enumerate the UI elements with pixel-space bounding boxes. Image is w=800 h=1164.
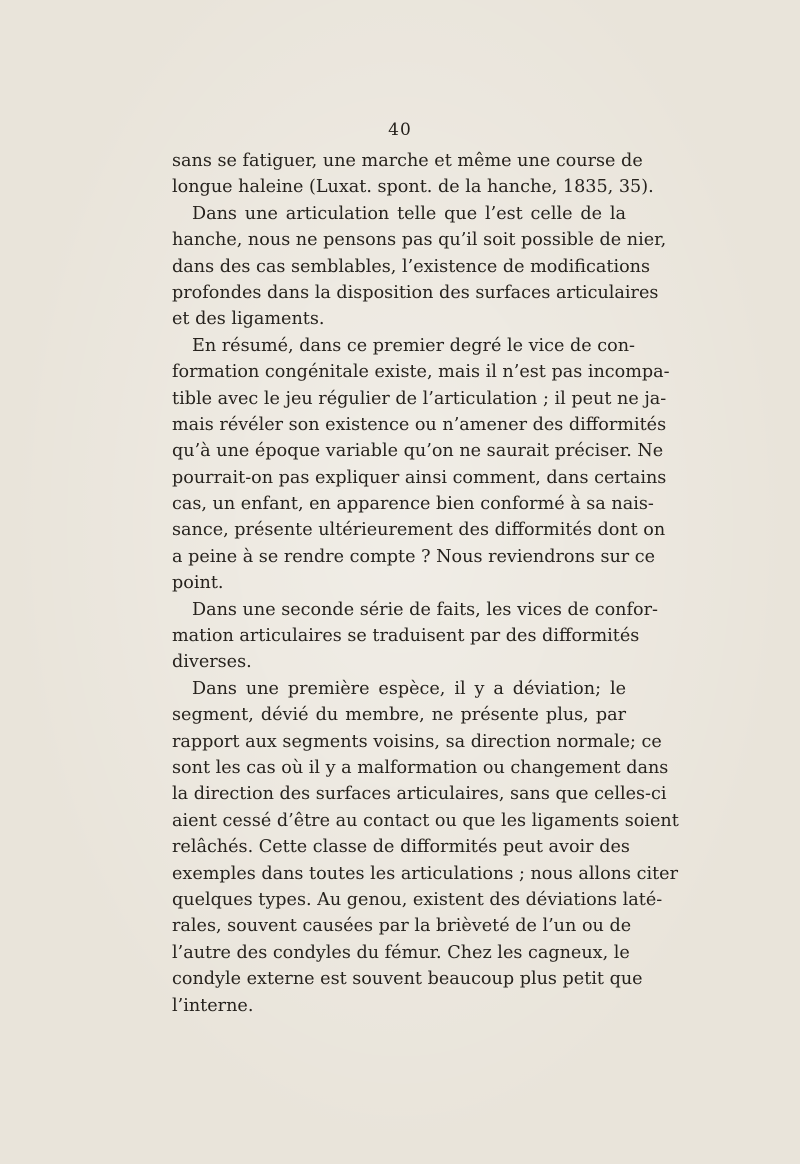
text-line: Dans une première espèce, il y a déviation; le — [192, 678, 626, 699]
text-line: point. — [172, 573, 224, 594]
text-line: En résumé, dans ce premier degré le vice de con- — [192, 335, 635, 356]
text-line: tible avec le jeu régulier de l’articulation ; il peut ne ja- — [172, 388, 667, 409]
text-line: mation articulaires se traduisent par des difformités — [172, 626, 640, 647]
text-line: aient cessé d’être au contact ou que les ligaments soient — [172, 810, 679, 831]
text-line: pourrait-on pas expliquer ainsi comment, dans certains — [172, 467, 667, 488]
text-line: sance, présente ultérieurement des difformités dont on — [172, 520, 666, 541]
text-line: la direction des surfaces articulaires, sans que celles-ci — [172, 784, 667, 805]
text-line: sans se fatiguer, une marche et même une course de — [172, 151, 643, 171]
text-line: mais révéler son existence ou n’amener des difformités — [172, 414, 667, 435]
text-line: sont les cas où il y a malformation ou changement dans — [172, 757, 669, 778]
text-line: relâchés. Cette classe de difformités peut avoir des — [172, 837, 630, 858]
text-line: exemples dans toutes les articulations ; nous allons citer — [172, 863, 679, 884]
text-line: et des ligaments. — [172, 309, 325, 330]
text-line: l’autre des condyles du fémur. Chez les cagneux, le — [172, 942, 630, 963]
page-number: 40 — [388, 120, 412, 140]
text-line: diverses. — [172, 652, 252, 673]
text-line: rapport aux segments voisins, sa direction normale; ce — [172, 731, 662, 752]
text-line: rales, souvent causées par la brièveté de l’un ou de — [172, 916, 632, 937]
body-text — [172, 148, 679, 1019]
text-line: a peine à se rendre compte ? Nous reviendrons sur ce — [172, 546, 656, 567]
text-line: formation congénitale existe, mais il n’est pas incompa- — [172, 362, 670, 383]
text-line: Dans une seconde série de faits, les vices de confor- — [192, 599, 658, 620]
text-line: quelques types. Au genou, existent des déviations laté- — [172, 889, 663, 910]
text-line: segment, dévié du membre, ne présente plus, par — [172, 705, 626, 726]
text-line: profondes dans la disposition des surfaces articulaires — [172, 282, 659, 303]
text-line: hanche, nous ne pensons pas qu’il soit possible de nier, — [172, 230, 667, 251]
text-line: dans des cas semblables, l’existence de modifications — [172, 256, 651, 277]
text-line: l’interne. — [172, 995, 254, 1016]
text-line: condyle externe est souvent beaucoup plus petit que — [172, 969, 643, 990]
text-line: Dans une articulation telle que l’est celle de la — [192, 203, 626, 224]
text-line: qu’à une époque variable qu’on ne saurait préciser. Ne — [172, 441, 664, 462]
text-line: cas, un enfant, en apparence bien conformé à sa nais- — [172, 494, 654, 515]
text-line: longue haleine (Luxat. spont. de la hanche, 1835, 35). — [172, 177, 654, 198]
